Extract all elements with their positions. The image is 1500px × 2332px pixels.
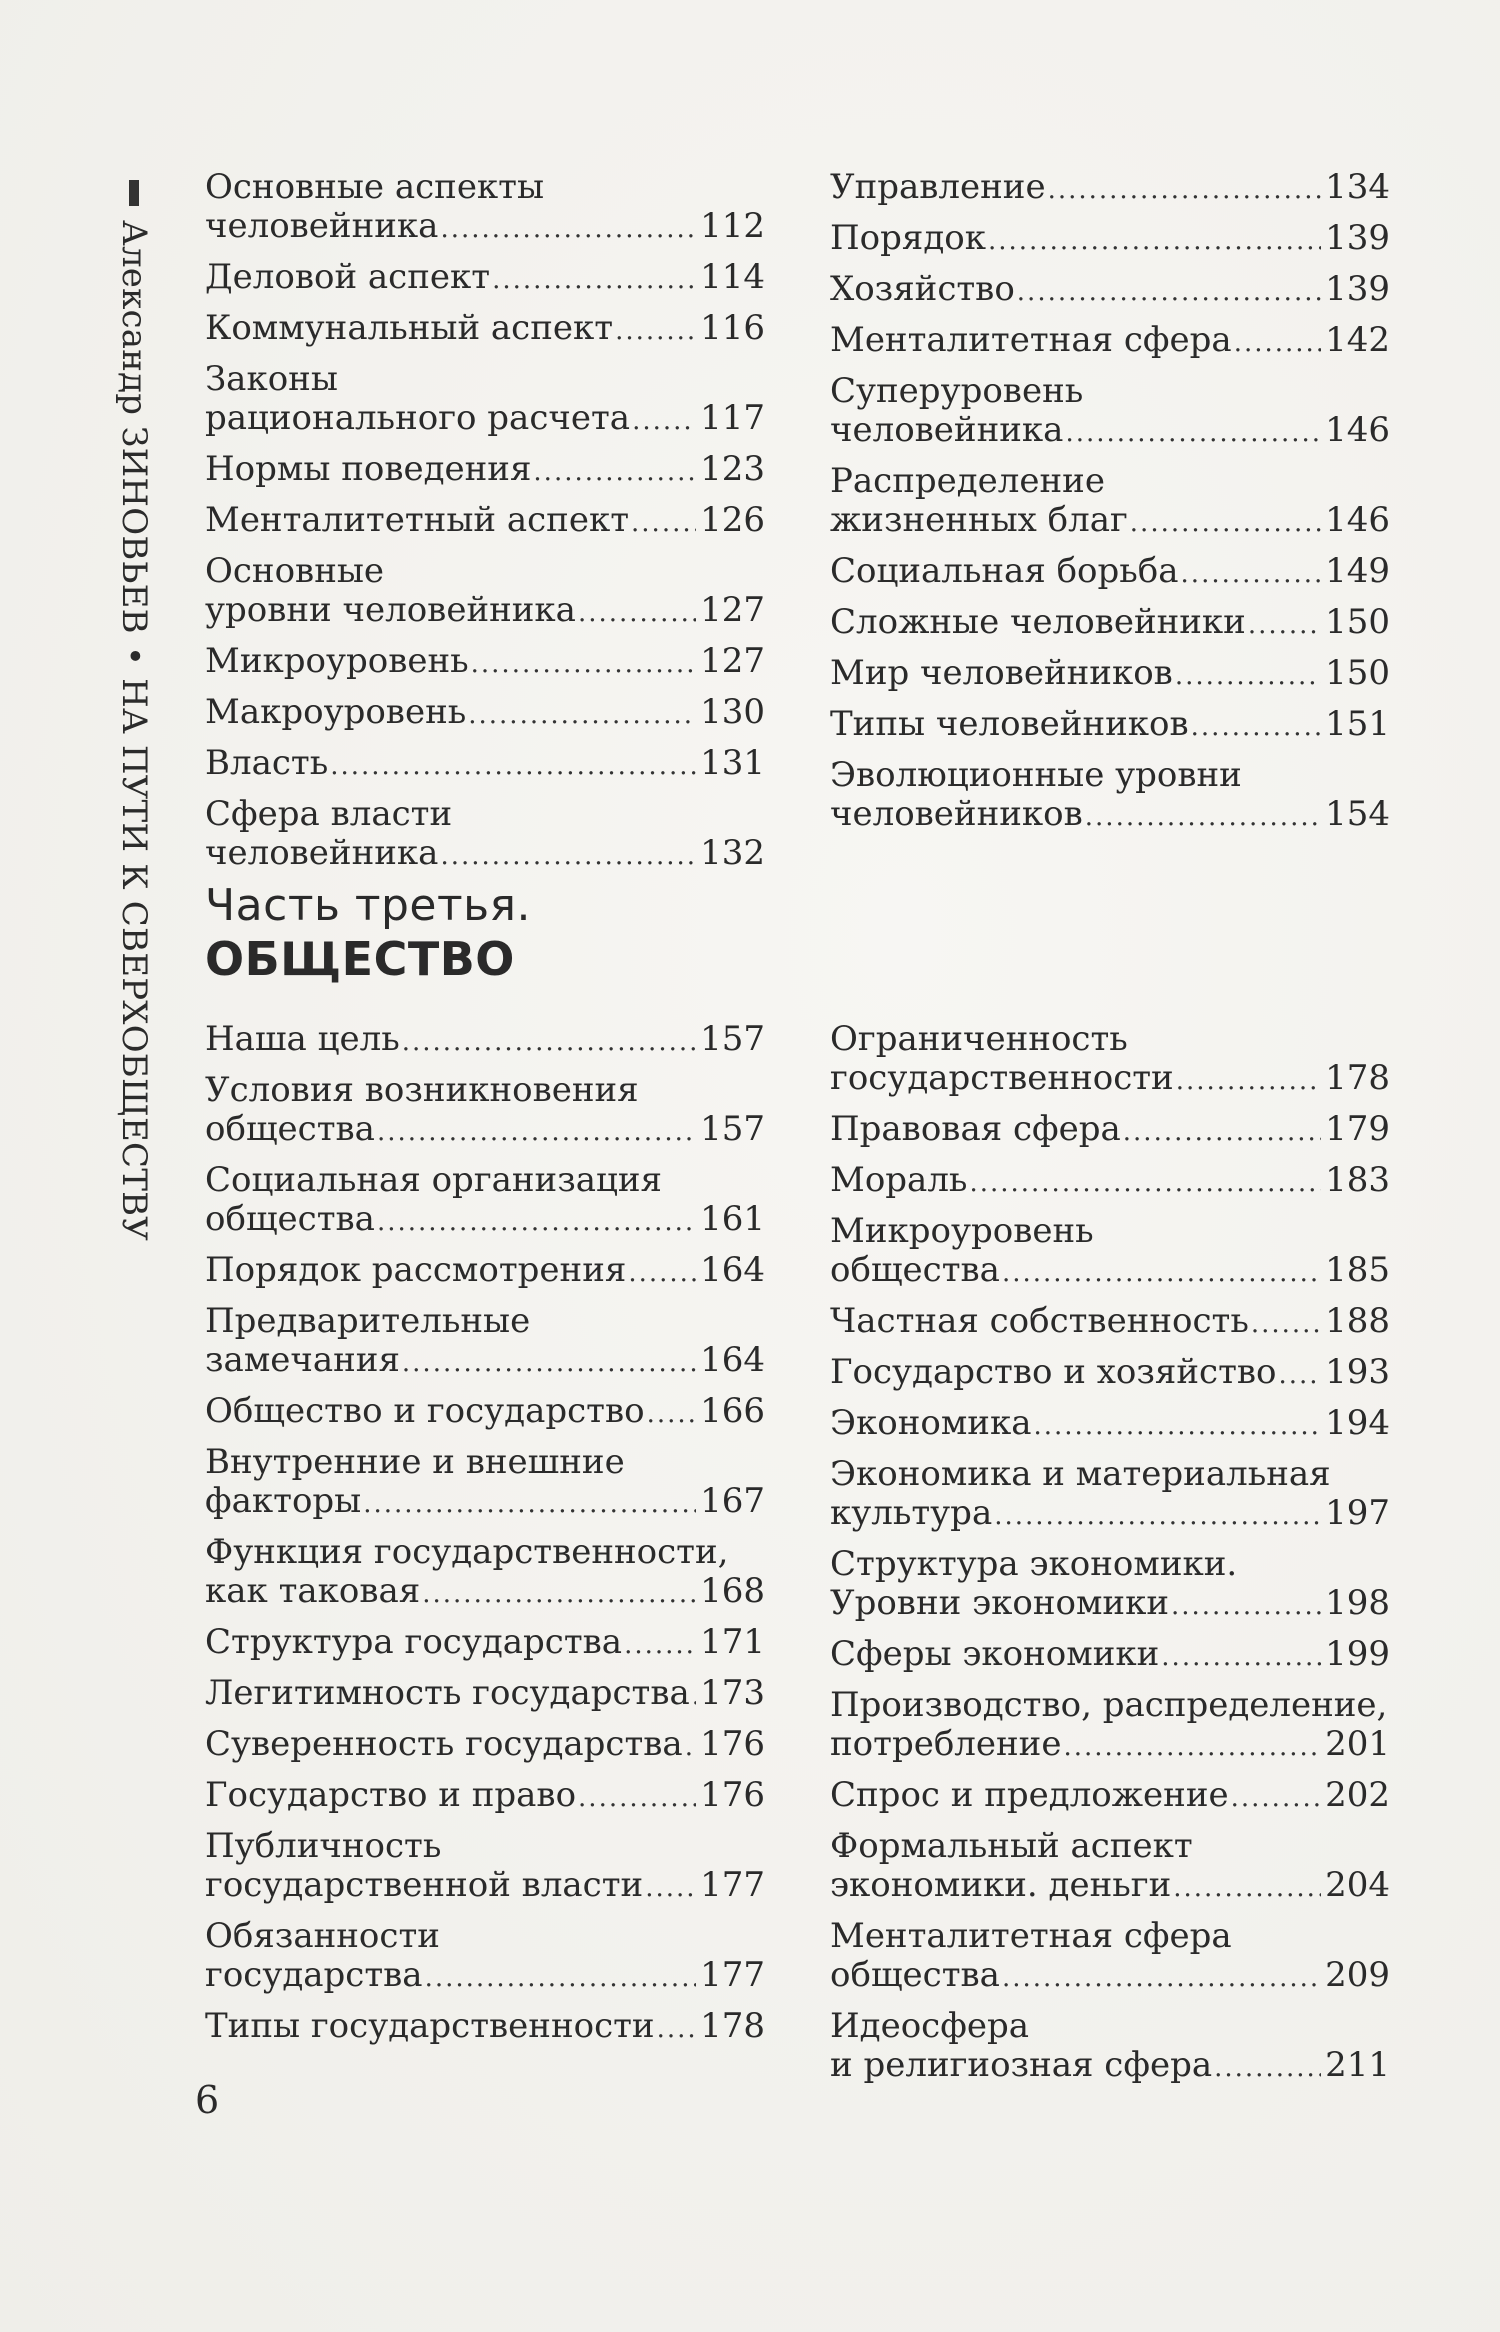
toc-entry-title: человейника bbox=[205, 206, 439, 246]
dot-leader bbox=[425, 1959, 697, 1998]
toc-page-number: 150 bbox=[1325, 602, 1390, 642]
toc-entry-line bbox=[205, 450, 765, 492]
toc-entry-line bbox=[205, 1776, 765, 1818]
side-title-author: Александр ЗИНОВЬЕВ bbox=[114, 220, 154, 634]
toc-entry-title-line: Эволюционные уровни bbox=[830, 755, 1242, 795]
toc-entry bbox=[205, 1392, 765, 1434]
toc-entry-title: Менталитетная сфера bbox=[830, 320, 1232, 360]
toc-entry-line bbox=[205, 642, 765, 684]
toc-entry-title: уровни человейника bbox=[205, 590, 576, 630]
toc-entry bbox=[205, 1533, 765, 1614]
dot-leader bbox=[440, 210, 696, 249]
toc-entry-title: Порядок bbox=[830, 218, 986, 258]
toc-entry-title-line: Экономика и материальная bbox=[830, 1454, 1331, 1494]
toc-entry bbox=[830, 270, 1390, 312]
toc-entry-title-line: Структура экономики. bbox=[830, 1544, 1238, 1584]
toc-entry bbox=[830, 219, 1390, 261]
page-number: 6 bbox=[195, 2078, 220, 2122]
toc-page-number: 176 bbox=[700, 1724, 765, 1764]
toc-entry bbox=[830, 705, 1390, 747]
dot-leader bbox=[1173, 1869, 1321, 1908]
dot-leader bbox=[402, 1344, 696, 1383]
toc-entry-title: государственности bbox=[830, 1058, 1174, 1098]
dot-leader bbox=[330, 747, 696, 786]
toc-entry bbox=[830, 1404, 1390, 1446]
toc-entry-title: человейников bbox=[830, 794, 1083, 834]
toc-page-number: 179 bbox=[1325, 1109, 1390, 1149]
dot-leader bbox=[692, 1677, 696, 1716]
toc-page-number: 176 bbox=[700, 1775, 765, 1815]
toc-page-number: 199 bbox=[1325, 1634, 1390, 1674]
toc-entry-title: и религиозная сфера bbox=[830, 2045, 1213, 2085]
toc-entry-line bbox=[830, 1776, 1390, 1818]
toc-entry bbox=[205, 1623, 765, 1665]
toc-entry bbox=[205, 1251, 765, 1293]
toc-entry-title: Сложные человейники bbox=[830, 602, 1246, 642]
toc-entry-title: государства bbox=[205, 1955, 423, 1995]
toc-entry-line bbox=[830, 552, 1390, 594]
dot-leader bbox=[994, 1497, 1321, 1536]
toc-entry-title: общества bbox=[205, 1109, 375, 1149]
toc-entry-title: Общество и государство bbox=[205, 1391, 645, 1431]
toc-page-number: 127 bbox=[700, 641, 765, 681]
toc-entry bbox=[830, 1686, 1390, 1767]
toc-entry-title: потребление bbox=[830, 1724, 1062, 1764]
toc-entry-line bbox=[205, 1482, 765, 1524]
toc-entry bbox=[205, 642, 765, 684]
toc-entry-title-line: Функция государственности, bbox=[205, 1532, 729, 1572]
toc-page-number: 131 bbox=[700, 743, 765, 783]
toc-entry-title: человейника bbox=[830, 410, 1064, 450]
toc-entry-title: Коммунальный аспект bbox=[205, 308, 614, 348]
toc-entry bbox=[830, 168, 1390, 210]
dot-leader bbox=[471, 645, 696, 684]
toc-entry-line bbox=[830, 1494, 1390, 1536]
toc-entry-line bbox=[205, 1725, 765, 1767]
toc-entry-line bbox=[205, 1110, 765, 1152]
toc-entry-line bbox=[205, 1572, 765, 1614]
part-label: Часть третья. bbox=[205, 880, 532, 931]
dot-leader bbox=[1248, 606, 1321, 645]
toc-entry-title-line: Микроуровень bbox=[830, 1211, 1094, 1251]
toc-entry-title: факторы bbox=[205, 1481, 362, 1521]
toc-entry-title-line: Менталитетная сфера bbox=[830, 1916, 1232, 1956]
toc-entry bbox=[830, 1545, 1390, 1626]
toc-entry-title: Наша цель bbox=[205, 1019, 400, 1059]
toc-entry bbox=[205, 2007, 765, 2049]
toc-entry bbox=[205, 1071, 765, 1152]
toc-entry bbox=[205, 360, 765, 441]
dot-leader bbox=[422, 1575, 696, 1614]
toc-entry-line bbox=[830, 1956, 1390, 1998]
toc-entry bbox=[830, 756, 1390, 837]
dot-leader bbox=[628, 1254, 696, 1293]
toc-page-number: 211 bbox=[1325, 2045, 1390, 2085]
toc-entry-line bbox=[830, 705, 1390, 747]
toc-entry-title: Социальная борьба bbox=[830, 551, 1179, 591]
toc-entry bbox=[830, 654, 1390, 696]
dot-leader bbox=[1085, 798, 1321, 837]
dot-leader bbox=[1176, 1062, 1321, 1101]
toc-entry-title-line: Условия возникновения bbox=[205, 1070, 639, 1110]
dot-leader bbox=[1017, 273, 1321, 312]
toc-entry-line bbox=[205, 834, 765, 876]
dot-leader bbox=[1034, 1407, 1322, 1446]
toc-entry-line bbox=[205, 1866, 765, 1908]
dot-leader bbox=[1231, 1779, 1321, 1818]
toc-entry-title: Экономика bbox=[830, 1403, 1032, 1443]
dot-leader bbox=[363, 1485, 696, 1524]
dot-leader bbox=[685, 1728, 696, 1767]
toc-entry-line bbox=[830, 1866, 1390, 1908]
toc-page-number: 161 bbox=[700, 1199, 765, 1239]
toc-page-number: 193 bbox=[1325, 1352, 1390, 1392]
toc-entry-line bbox=[205, 744, 765, 786]
toc-page-number: 171 bbox=[700, 1622, 765, 1662]
toc-page-number: 127 bbox=[700, 590, 765, 630]
toc-entry-line bbox=[205, 693, 765, 735]
toc-top-right bbox=[830, 168, 1390, 846]
toc-entry-line bbox=[830, 2046, 1390, 2088]
toc-entry bbox=[205, 1161, 765, 1242]
toc-page-number: 164 bbox=[700, 1340, 765, 1380]
toc-page-number: 157 bbox=[700, 1109, 765, 1149]
dot-leader bbox=[631, 504, 696, 543]
toc-page-number: 185 bbox=[1325, 1250, 1390, 1290]
toc-entry bbox=[830, 1827, 1390, 1908]
toc-entry-title: Суверенность государства bbox=[205, 1724, 683, 1764]
toc-entry-title: Микроуровень bbox=[205, 641, 469, 681]
toc-entry-title: как таковая bbox=[205, 1571, 421, 1611]
toc-entry-line bbox=[830, 168, 1390, 210]
toc-entry-line bbox=[830, 270, 1390, 312]
toc-entry-title: Типы государственности bbox=[205, 2006, 655, 2046]
toc-entry-title-line: Основные аспекты bbox=[205, 167, 545, 207]
toc-entry-line bbox=[205, 501, 765, 543]
toc-page-number: 134 bbox=[1325, 167, 1390, 207]
toc-entry-title: жизненных благ bbox=[830, 500, 1128, 540]
toc-entry bbox=[830, 1635, 1390, 1677]
toc-entry-title-line: Суперуровень bbox=[830, 371, 1084, 411]
dot-leader bbox=[1191, 708, 1321, 747]
toc-entry bbox=[830, 1455, 1390, 1536]
toc-entry bbox=[205, 1917, 765, 1998]
toc-entry-line bbox=[205, 207, 765, 249]
toc-entry-title: Структура государства bbox=[205, 1622, 623, 1662]
toc-entry-title-line: Социальная организация bbox=[205, 1160, 663, 1200]
toc-entry-title: Типы человейников bbox=[830, 704, 1189, 744]
toc-entry-title: Легитимность государства bbox=[205, 1673, 690, 1713]
toc-entry-title-line: Внутренние и внешние bbox=[205, 1442, 625, 1482]
dot-leader bbox=[645, 1869, 696, 1908]
dot-leader bbox=[402, 1023, 696, 1062]
toc-entry-title: общества bbox=[830, 1250, 1000, 1290]
toc-entry-title-line: Формальный аспект bbox=[830, 1826, 1193, 1866]
toc-bottom-right bbox=[830, 1020, 1390, 2097]
toc-entry-title-line: Законы bbox=[205, 359, 338, 399]
toc-page-number: 166 bbox=[700, 1391, 765, 1431]
toc-entry-title-line: Идеосфера bbox=[830, 2006, 1029, 2046]
toc-entry bbox=[205, 501, 765, 543]
toc-entry-title: культура bbox=[830, 1493, 993, 1533]
dot-leader bbox=[440, 837, 696, 876]
toc-entry-line bbox=[205, 1674, 765, 1716]
toc-page-number: 183 bbox=[1325, 1160, 1390, 1200]
toc-entry-line bbox=[830, 1404, 1390, 1446]
toc-entry-title: Уровни экономики bbox=[830, 1583, 1169, 1623]
dot-leader bbox=[468, 696, 696, 735]
toc-entry-line bbox=[830, 603, 1390, 645]
dot-leader bbox=[533, 453, 696, 492]
toc-entry-title-line: Публичность bbox=[205, 1826, 442, 1866]
toc-entry-title: экономики. деньги bbox=[830, 1865, 1172, 1905]
toc-entry-title: Порядок рассмотрения bbox=[205, 1250, 627, 1290]
dot-leader bbox=[1063, 1728, 1321, 1767]
toc-entry bbox=[205, 1302, 765, 1383]
toc-entry bbox=[830, 552, 1390, 594]
dot-leader bbox=[1181, 555, 1322, 594]
toc-entry bbox=[830, 321, 1390, 363]
toc-entry-title: Спрос и предложение bbox=[830, 1775, 1229, 1815]
dot-leader bbox=[647, 1395, 697, 1434]
toc-page-number: 146 bbox=[1325, 500, 1390, 540]
dot-leader bbox=[1279, 1356, 1322, 1395]
toc-page-number: 157 bbox=[700, 1019, 765, 1059]
toc-entry-title: государственной власти bbox=[205, 1865, 644, 1905]
toc-entry bbox=[830, 1353, 1390, 1395]
toc-page-number: 149 bbox=[1325, 551, 1390, 591]
dot-leader bbox=[1175, 657, 1321, 696]
dot-leader bbox=[1002, 1959, 1321, 1998]
toc-page-number: 198 bbox=[1325, 1583, 1390, 1623]
toc-entry-title: Государство и хозяйство bbox=[830, 1352, 1277, 1392]
dot-leader bbox=[1065, 414, 1321, 453]
toc-entry-line bbox=[830, 1353, 1390, 1395]
toc-entry-line bbox=[830, 654, 1390, 696]
toc-page-number: 177 bbox=[700, 1865, 765, 1905]
dot-leader bbox=[1002, 1254, 1321, 1293]
toc-entry-line bbox=[830, 1635, 1390, 1677]
toc-entry-title: общества bbox=[205, 1199, 375, 1239]
toc-entry-line bbox=[830, 321, 1390, 363]
toc-entry bbox=[205, 1725, 765, 1767]
toc-page-number: 132 bbox=[700, 833, 765, 873]
toc-entry bbox=[830, 603, 1390, 645]
toc-entry-title-line: Предварительные bbox=[205, 1301, 531, 1341]
toc-entry bbox=[830, 1302, 1390, 1344]
toc-page-number: 154 bbox=[1325, 794, 1390, 834]
dot-leader bbox=[632, 402, 696, 441]
toc-entry bbox=[205, 1443, 765, 1524]
toc-page-number: 151 bbox=[1325, 704, 1390, 744]
toc-entry-title: общества bbox=[830, 1955, 1000, 1995]
toc-entry-line bbox=[830, 1059, 1390, 1101]
toc-page-number: 146 bbox=[1325, 410, 1390, 450]
toc-entry-line bbox=[205, 1251, 765, 1293]
toc-entry bbox=[205, 744, 765, 786]
toc-entry bbox=[830, 1161, 1390, 1203]
toc-page-number: 204 bbox=[1325, 1865, 1390, 1905]
toc-page-number: 142 bbox=[1325, 320, 1390, 360]
toc-page-number: 197 bbox=[1325, 1493, 1390, 1533]
toc-entry-line bbox=[205, 1392, 765, 1434]
toc-entry-title: Деловой аспект bbox=[205, 257, 491, 297]
toc-entry-title: Мир человейников bbox=[830, 653, 1173, 693]
toc-entry bbox=[830, 462, 1390, 543]
toc-entry bbox=[830, 1776, 1390, 1818]
toc-entry-title: Государство и право bbox=[205, 1775, 577, 1815]
toc-top-left bbox=[205, 168, 765, 885]
toc-page-number: 150 bbox=[1325, 653, 1390, 693]
side-bar-mark bbox=[129, 180, 139, 206]
toc-entry-title-line: Распределение bbox=[830, 461, 1105, 501]
toc-entry bbox=[205, 1020, 765, 1062]
running-side-title bbox=[110, 180, 158, 1242]
toc-page-number: 117 bbox=[700, 398, 765, 438]
dot-leader bbox=[492, 261, 696, 300]
toc-entry-line bbox=[205, 1341, 765, 1383]
toc-entry-line bbox=[830, 1110, 1390, 1152]
toc-entry-line bbox=[205, 258, 765, 300]
toc-entry-title: человейника bbox=[205, 833, 439, 873]
toc-entry bbox=[205, 450, 765, 492]
toc-entry-line bbox=[205, 1020, 765, 1062]
toc-entry-title-line: Производство, распределение, bbox=[830, 1685, 1388, 1725]
toc-entry-title: Нормы поведения bbox=[205, 449, 532, 489]
dot-leader bbox=[1123, 1113, 1321, 1152]
toc-entry bbox=[205, 309, 765, 351]
toc-entry bbox=[205, 1827, 765, 1908]
toc-entry bbox=[830, 1917, 1390, 1998]
toc-entry-title-line: Обязанности bbox=[205, 1916, 440, 1956]
toc-page-number: 130 bbox=[700, 692, 765, 732]
toc-page-number: 116 bbox=[700, 308, 765, 348]
toc-entry-title: Частная собственность bbox=[830, 1301, 1249, 1341]
toc-page-number: 188 bbox=[1325, 1301, 1390, 1341]
toc-entry bbox=[205, 1674, 765, 1716]
toc-entry-line bbox=[205, 591, 765, 633]
dot-leader bbox=[377, 1203, 696, 1242]
toc-entry-line bbox=[205, 1200, 765, 1242]
toc-entry-title: замечания bbox=[205, 1340, 400, 1380]
toc-entry bbox=[205, 168, 765, 249]
toc-entry-line bbox=[830, 795, 1390, 837]
toc-page-number: 167 bbox=[700, 1481, 765, 1521]
dot-leader bbox=[624, 1626, 696, 1665]
toc-entry-line bbox=[830, 1302, 1390, 1344]
toc-page-number: 112 bbox=[700, 206, 765, 246]
toc-entry-line bbox=[830, 1725, 1390, 1767]
toc-entry bbox=[830, 2007, 1390, 2088]
toc-entry-title: Правовая сфера bbox=[830, 1109, 1121, 1149]
toc-entry-title-line: Ограниченность bbox=[830, 1019, 1128, 1059]
toc-page-number: 139 bbox=[1325, 269, 1390, 309]
toc-entry bbox=[205, 258, 765, 300]
toc-entry-line bbox=[830, 1251, 1390, 1293]
toc-entry-title-line: Сфера власти bbox=[205, 794, 453, 834]
toc-entry-title: рационального расчета bbox=[205, 398, 631, 438]
toc-entry-line bbox=[830, 501, 1390, 543]
part-heading bbox=[205, 880, 805, 986]
dot-leader bbox=[969, 1164, 1321, 1203]
dot-leader bbox=[1048, 171, 1322, 210]
toc-entry bbox=[830, 1110, 1390, 1152]
dot-leader bbox=[578, 1779, 696, 1818]
dot-leader bbox=[377, 1113, 696, 1152]
dot-leader bbox=[578, 594, 696, 633]
toc-entry bbox=[830, 1020, 1390, 1101]
toc-page-number: 177 bbox=[700, 1955, 765, 1995]
toc-page-number: 114 bbox=[700, 257, 765, 297]
toc-entry-title: Менталитетный аспект bbox=[205, 500, 630, 540]
dot-leader bbox=[657, 2010, 697, 2049]
toc-page-number: 178 bbox=[700, 2006, 765, 2046]
toc-entry-line bbox=[205, 309, 765, 351]
toc-entry bbox=[205, 693, 765, 735]
dot-leader bbox=[1234, 324, 1321, 363]
dot-leader bbox=[1251, 1305, 1321, 1344]
toc-page-number: 173 bbox=[700, 1673, 765, 1713]
toc-entry-line bbox=[830, 411, 1390, 453]
dot-leader bbox=[615, 312, 696, 351]
toc-page-number: 126 bbox=[700, 500, 765, 540]
dot-leader bbox=[1161, 1638, 1321, 1677]
toc-entry-line bbox=[205, 1956, 765, 1998]
toc-entry-title: Власть bbox=[205, 743, 329, 783]
toc-page-number: 194 bbox=[1325, 1403, 1390, 1443]
toc-page-number: 201 bbox=[1325, 1724, 1390, 1764]
toc-entry-title: Хозяйство bbox=[830, 269, 1015, 309]
dot-leader bbox=[1171, 1587, 1321, 1626]
toc-page-number: 168 bbox=[700, 1571, 765, 1611]
toc-entry-line bbox=[205, 399, 765, 441]
toc-entry-title: Сферы экономики bbox=[830, 1634, 1160, 1674]
toc-entry bbox=[830, 372, 1390, 453]
toc-page-number: 202 bbox=[1325, 1775, 1390, 1815]
toc-entry-line bbox=[205, 2007, 765, 2049]
toc-entry bbox=[830, 1212, 1390, 1293]
toc-page-number: 209 bbox=[1325, 1955, 1390, 1995]
part-title: ОБЩЕСТВО bbox=[205, 932, 515, 986]
toc-entry-title: Мораль bbox=[830, 1160, 968, 1200]
toc-page-number: 178 bbox=[1325, 1058, 1390, 1098]
toc-entry-line bbox=[830, 1161, 1390, 1203]
toc-entry-line bbox=[830, 1584, 1390, 1626]
dot-leader bbox=[1214, 2049, 1321, 2088]
dot-leader bbox=[988, 222, 1321, 261]
toc-entry-line bbox=[205, 1623, 765, 1665]
toc-page-number: 123 bbox=[700, 449, 765, 489]
toc-entry bbox=[205, 1776, 765, 1818]
side-title-book: НА ПУТИ К СВЕРХОБЩЕСТВУ bbox=[114, 678, 154, 1242]
toc-entry-title: Макроуровень bbox=[205, 692, 467, 732]
toc-entry-title-line: Основные bbox=[205, 551, 385, 591]
toc-entry-line bbox=[830, 219, 1390, 261]
toc-page-number: 164 bbox=[700, 1250, 765, 1290]
toc-page-number: 139 bbox=[1325, 218, 1390, 258]
toc-entry bbox=[205, 795, 765, 876]
toc-entry-title: Управление bbox=[830, 167, 1046, 207]
toc-entry bbox=[205, 552, 765, 633]
toc-bottom-left bbox=[205, 1020, 765, 2058]
side-title-separator: • bbox=[114, 645, 154, 667]
dot-leader bbox=[1130, 504, 1321, 543]
